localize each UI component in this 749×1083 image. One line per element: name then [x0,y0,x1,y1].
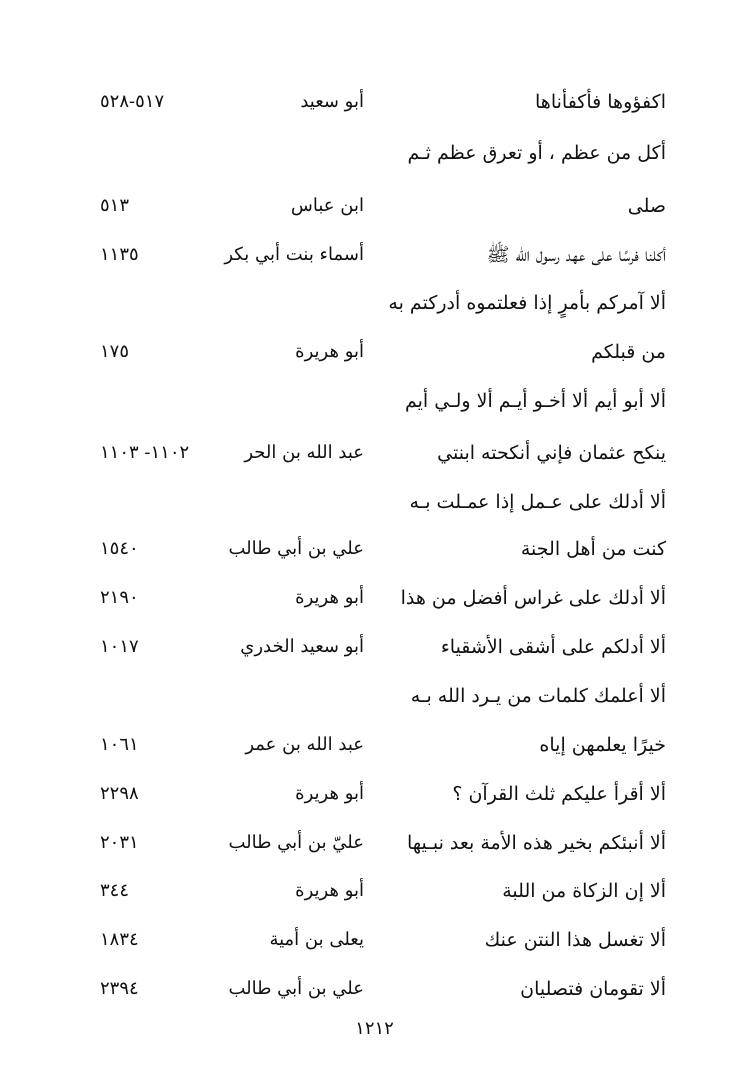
index-entry [0,433,749,473]
page-reference: ٢٣٩٤ [100,978,139,999]
hadith-text: ألا أقرأ عليكم ثلث القرآن ؟ [452,783,666,805]
index-entry [0,725,749,765]
page-reference: ١٠٦١ [100,734,139,755]
hadith-text: ألا أبو أيم ألا أخـو أيـم ألا ولـي أيم [404,390,666,412]
narrator-name: أبو هريرة [295,880,364,901]
hadith-text: ألا أدلك على عـمل إذا عمـلت بـه [409,491,666,513]
narrator-name: أبو سعيد الخدري [240,636,364,657]
page-reference: ٢٠٣١ [100,832,139,853]
index-entry [0,774,749,814]
index-entry [0,871,749,911]
page-number: ١٢١٢ [355,1018,394,1039]
index-entry [0,920,749,960]
hadith-text: ينكح عثمان فإني أنكحته ابنتي [437,442,666,464]
hadith-text: صلى [627,195,666,217]
page-reference: ٣٤٤ [100,880,130,901]
index-entry [0,823,749,863]
page-reference: ٥١٣ [100,195,130,216]
narrator-name: أبو هريرة [295,783,364,804]
hadith-text: خيرًا يعلمهن إياه [539,734,666,756]
page-reference: ١١٠٢- ١١٠٣ [100,442,190,463]
hadith-text: ألا أدلكم على أشقى الأشقياء [440,636,666,658]
hadith-text: كنت من أهل الجنة [520,538,666,560]
index-entry [0,969,749,1009]
narrator-name: عليّ بن أبي طالب [228,832,364,853]
hadith-text: أكلنا فرسًا على عهد رسول الله ﷺ [486,244,666,266]
index-entry [0,627,749,667]
narrator-name: ابن عباس [290,195,364,216]
hadith-text: ألا آمركم بأمرٍ إذا فعلتموه أدركتم به [388,292,666,314]
narrator-name: علي بن أبي طالب [228,538,364,559]
index-entry [0,332,749,372]
narrator-name: عبد الله بن عمر [245,734,364,755]
index-entry [0,235,749,275]
page-reference: ٥١٧-٥٢٨ [100,91,165,112]
page-reference: ١٠١٧ [100,636,139,657]
index-entry [0,186,749,226]
hadith-text: من قبلكم [591,341,666,363]
index-entry [0,82,749,122]
hadith-text: ألا تقومان فتصليان [520,978,666,1000]
page-reference: ١١٣٥ [100,244,139,265]
hadith-text: ألا إن الزكاة من اللبة [502,880,666,902]
page-reference: ١٧٥ [100,341,130,362]
narrator-name: يعلى بن أمية [269,929,364,950]
hadith-text: ألا أنبئكم بخير هذه الأمة بعد نبـيها [406,832,666,854]
hadith-text: ألا أعلمك كلمات من يـرد الله بـه [410,685,666,707]
narrator-name: أبو سعيد [300,91,364,112]
index-entry [0,133,749,173]
narrator-name: عبد الله بن الحر [244,442,364,463]
index-entry [0,529,749,569]
hadith-text: أكل من عظم ، أو تعرق عظم ثـم [407,142,666,164]
index-entry [0,381,749,421]
page-reference: ٢١٩٠ [100,587,139,608]
index-entry [0,482,749,522]
narrator-name: أبو هريرة [295,587,364,608]
narrator-name: أسماء بنت أبي بكر [224,244,364,265]
page-reference: ١٥٤٠ [100,538,139,559]
hadith-text: ألا أدلك على غراس أفضل من هذا [400,587,666,609]
narrator-name: علي بن أبي طالب [228,978,364,999]
index-entry [0,578,749,618]
narrator-name: أبو هريرة [295,341,364,362]
hadith-text: ألا تغسل هذا النتن عنك [484,929,666,951]
page-reference: ١٨٣٤ [100,929,139,950]
hadith-text: اكفؤوها فأكفأناها [535,91,666,113]
index-entry [0,676,749,716]
index-entry [0,283,749,323]
page-reference: ٢٢٩٨ [100,783,139,804]
